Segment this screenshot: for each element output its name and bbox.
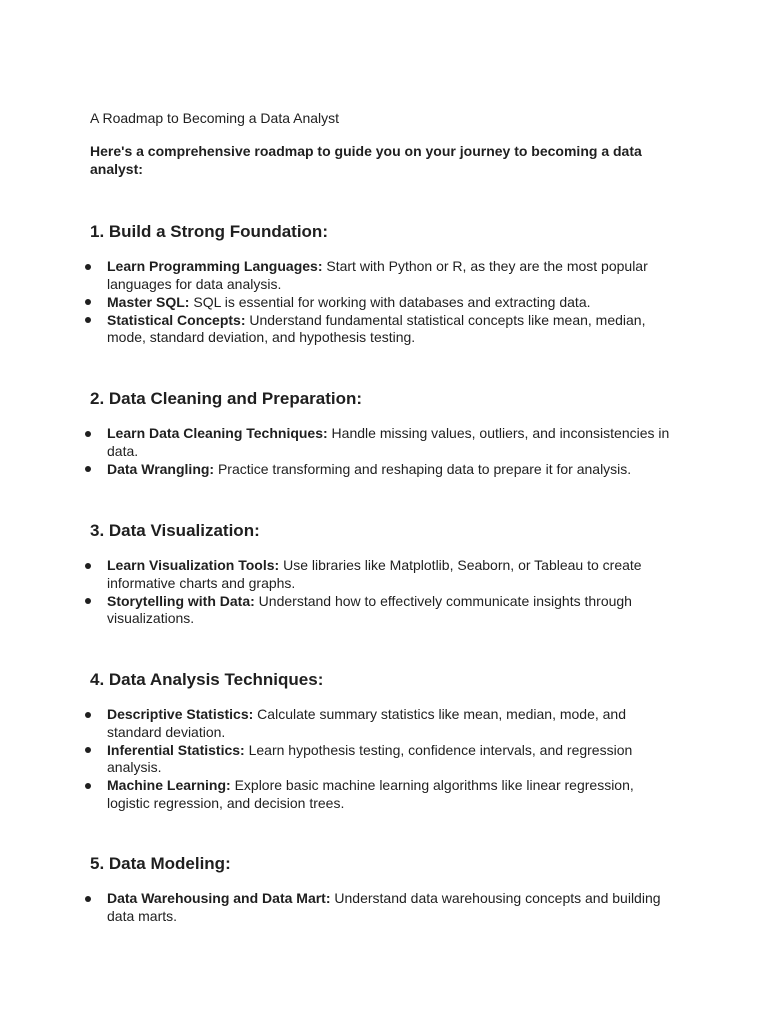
- section-heading: 4. Data Analysis Techniques:: [90, 670, 324, 689]
- document-title: A Roadmap to Becoming a Data Analyst: [90, 110, 340, 126]
- item-text: SQL is essential for working with databases and extracting data.: [189, 293, 591, 310]
- item-term: Storytelling with Data:: [107, 592, 255, 609]
- item-text: Learn hypothesis testing, confidence intervals, and regression analysis.: [107, 741, 633, 775]
- list-item: [0, 258, 677, 293]
- item-text: Calculate summary statistics like mean, median, mode, and standard deviation.: [107, 706, 627, 740]
- section-heading: 2. Data Cleaning and Preparation:: [90, 389, 363, 408]
- item-term: Statistical Concepts:: [107, 311, 246, 328]
- bullet-icon: [85, 264, 91, 270]
- list-item: [0, 742, 677, 777]
- item-term: Descriptive Statistics:: [107, 706, 254, 722]
- bullet-icon: [85, 896, 91, 902]
- list-item: [0, 706, 677, 741]
- item-text: Understand fundamental statistical concepts like mean, median, mode, standard deviation, and hypothesis testing.: [107, 311, 646, 345]
- section-heading: 1. Build a Strong Foundation:: [90, 222, 328, 241]
- list-item: [0, 425, 677, 460]
- bullet-icon: [85, 598, 91, 604]
- item-term: Machine Learning:: [107, 777, 231, 793]
- bullet-list: [0, 258, 768, 347]
- bullet-list: [0, 706, 768, 813]
- item-text: Use libraries like Matplotlib, Seaborn, or Tableau to create informative charts and graphs.: [107, 557, 642, 591]
- bullet-icon: [85, 317, 91, 323]
- item-text: Understand how to effectively communicate insights through visualizations.: [107, 592, 632, 626]
- bullet-list: [0, 425, 768, 479]
- list-item: [0, 593, 677, 628]
- item-term: Data Warehousing and Data Mart:: [107, 890, 331, 906]
- item-term: Learn Programming Languages:: [107, 258, 323, 274]
- item-text: Start with Python or R, as they are the most popular languages for data analysis.: [107, 258, 648, 292]
- bullet-list: [0, 557, 768, 628]
- item-term: Inferential Statistics:: [107, 741, 245, 758]
- bullet-list: [0, 890, 768, 926]
- item-text: Explore basic machine learning algorithms like linear regression, logistic regression, and decision trees.: [107, 777, 634, 811]
- item-term: Learn Visualization Tools:: [107, 557, 280, 573]
- bullet-icon: [85, 747, 91, 753]
- bullet-icon: [85, 563, 91, 569]
- section-heading: 3. Data Visualization:: [90, 521, 260, 540]
- list-item: [0, 312, 677, 347]
- bullet-icon: [85, 712, 91, 718]
- document-intro: Here's a comprehensive roadmap to guide you on your journey to becoming a data analyst:: [90, 143, 642, 177]
- list-item: [0, 557, 677, 592]
- bullet-icon: [85, 431, 91, 437]
- list-item: [0, 890, 677, 925]
- item-text: Practice transforming and reshaping data to prepare it for analysis.: [214, 460, 632, 477]
- item-term: Learn Data Cleaning Techniques:: [107, 425, 328, 441]
- item-term: Master SQL:: [107, 293, 190, 310]
- list-item: [0, 294, 677, 312]
- bullet-icon: [85, 299, 91, 305]
- item-text: Understand data warehousing concepts and building data marts.: [107, 890, 661, 924]
- bullet-icon: [85, 466, 91, 472]
- list-item: [0, 461, 677, 479]
- list-item: [0, 777, 677, 812]
- bullet-icon: [85, 783, 91, 789]
- section-heading: 5. Data Modeling:: [90, 854, 231, 873]
- item-term: Data Wrangling:: [107, 460, 215, 477]
- item-text: Handle missing values, outliers, and inconsistencies in data.: [107, 425, 670, 459]
